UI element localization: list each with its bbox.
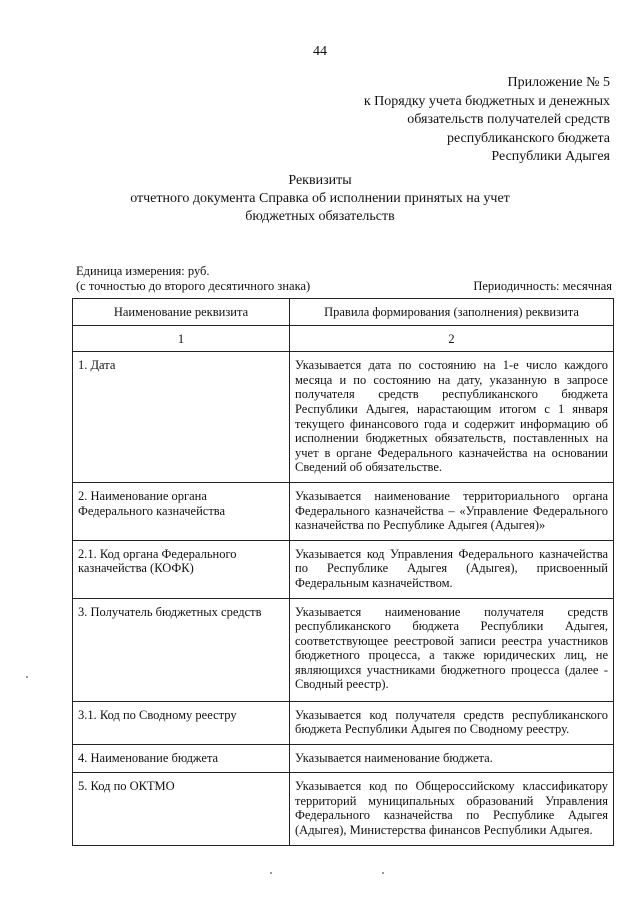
appendix-line: обязательств получателей средств [407,112,610,127]
column-number: 2 [290,325,614,352]
table-row [73,482,614,540]
requisite-name: 2. Наименование органа Федерального казначейства [73,482,290,540]
table-row [73,540,614,598]
requisite-rule: Указывается наименование бюджета. [290,744,614,773]
requisite-name: 1. Дата [73,352,290,483]
column-number-row [73,325,614,352]
periodicity: Периодичность: месячная [473,279,612,293]
measurement-unit-block [76,264,310,294]
document-title [0,172,640,226]
requisites-table [72,298,614,846]
requisite-name: 4. Наименование бюджета [73,744,290,773]
requisite-name: 3. Получатель бюджетных средств [73,598,290,701]
precision-note: (с точностью до второго десятичного знака) [76,279,311,293]
page-number: 44 [313,44,327,59]
requisite-rule: Указывается наименование территориального органа Федерального казначейства – «Управление Федерального казначейства по Республике Адыгея (Адыгея)» [290,482,614,540]
measurement-unit: Единица измерения: руб. [76,264,210,278]
table-row [73,352,614,483]
appendix-line: к Порядку учета бюджетных и денежных [363,93,610,109]
requisite-name: 5. Код по ОКТМО [73,773,290,845]
requisite-rule: Указывается код по Общероссийскому классификатору территорий муниципальных образований Управления Федерального казначейства по Республике Адыгея (Адыгея), Министерства финансов Республики Адыгея. [290,773,614,845]
requisite-rule: Указывается наименование получателя средств республиканского бюджета Республики Адыгея, соответствующее реестровой записи реестра участников бюджетного процесса, а также юридических лиц, не являющихся участниками бюджетного процесса (далее - Сводный реестр). [290,598,614,701]
title-line: бюджетных обязательств [245,209,395,224]
table-row [73,773,614,845]
requisite-name: 3.1. Код по Сводному реестру [73,701,290,744]
requisite-rule: Указывается код получателя средств республиканского бюджета Республики Адыгея по Сводному реестру. [290,701,614,744]
table-row [73,701,614,744]
appendix-line: Приложение № 5 [507,75,610,90]
scan-speck [270,872,272,874]
title-line: Реквизиты [288,173,352,188]
appendix-line: Республики Адыгея [491,149,610,164]
appendix-header [364,74,610,167]
table-row [73,744,614,773]
title-line: отчетного документа Справка об исполнении принятых на учет [130,191,510,206]
scan-speck [26,676,28,678]
appendix-line: республиканского бюджета [446,130,610,146]
header-requisite-rule: Правила формирования (заполнения) реквизита [290,299,614,326]
table-header-row [73,299,614,326]
column-number: 1 [73,325,290,352]
requisite-rule: Указывается дата по состоянию на 1-е число каждого месяца и по состоянию на дату, указанную в запросе получателя средств республиканского бюджета Республики Адыгея, нарастающим итогом с 1 января текущего финансового года и содержит информацию об исполнении бюджетных обязательств, поставленных на учет в органе Федерального казначейства на основании Сведений об обязательстве. [290,352,614,483]
table-row [73,598,614,701]
scan-speck [382,872,384,874]
requisite-name: 2.1. Код органа Федерального казначейства (КОФК) [73,540,290,598]
requisite-rule: Указывается код Управления Федерального казначейства по Республике Адыгея (Адыгея), присвоенный Федеральным казначейством. [290,540,614,598]
header-requisite-name: Наименование реквизита [73,299,290,326]
